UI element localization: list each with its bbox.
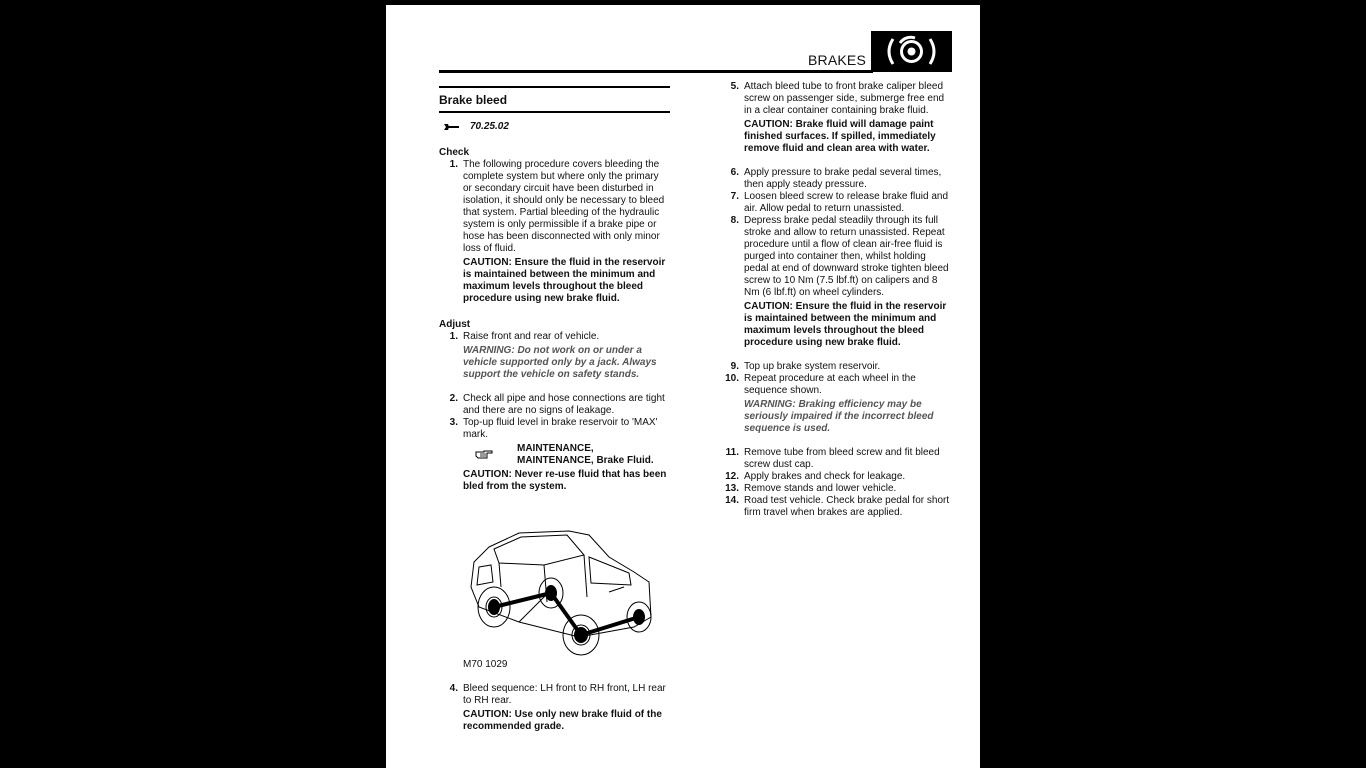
step-5 bbox=[720, 81, 952, 117]
manual-page bbox=[386, 5, 980, 768]
step-number: 9. bbox=[730, 361, 739, 372]
step-number: 10. bbox=[725, 373, 739, 384]
operation-code bbox=[444, 121, 670, 133]
step-number: 2. bbox=[449, 393, 458, 404]
check-step-1 bbox=[439, 159, 670, 255]
step-14 bbox=[720, 495, 952, 519]
step-9 bbox=[720, 361, 952, 373]
adjust-caution-3: CAUTION: Never re-use fluid that has been bled from the system. bbox=[463, 469, 667, 492]
step-number: 3. bbox=[449, 417, 458, 428]
step-text: Repeat procedure at each wheel in the sequence shown. bbox=[744, 373, 916, 396]
procedure-title: Brake bleed bbox=[439, 86, 670, 113]
caution-8: CAUTION: Ensure the fluid in the reservoir is maintained between the minimum and maximum levels throughout the bleed procedure using new brake fluid. bbox=[744, 301, 947, 348]
step-text: Road test vehicle. Check brake pedal for short firm travel when brakes are applied. bbox=[744, 495, 950, 518]
step-8 bbox=[720, 215, 952, 299]
adjust-step-4 bbox=[439, 683, 670, 707]
pointing-hand-icon bbox=[475, 450, 493, 460]
step-text: Depress brake pedal steadily through its full stroke and allow to return unassisted. Repeat procedure until a flow of clean air-free fluid is purged into container then, whilst holding pedal at end of downward stroke tighten bleed screw to 10 Nm (7.5 lbf.ft) on calipers and 8 Nm (6 lbf.ft) on wheel cylinders. bbox=[744, 215, 949, 298]
step-text: Apply pressure to brake pedal several times, then apply steady pressure. bbox=[744, 167, 942, 190]
step-7 bbox=[720, 191, 952, 215]
warning-10: WARNING: Braking efficiency may be seriously impaired if the incorrect bleed sequence is used. bbox=[744, 399, 934, 434]
left-column bbox=[439, 86, 670, 733]
adjust-step-3 bbox=[439, 417, 670, 441]
vehicle-illustration bbox=[459, 527, 659, 657]
step-10 bbox=[720, 373, 952, 397]
header-rule bbox=[439, 70, 873, 73]
step-number: 1. bbox=[449, 159, 458, 170]
caution-5: CAUTION: Brake fluid will damage paint finished surfaces. If spilled, immediately remove fluid and clean area with water. bbox=[744, 119, 936, 154]
step-number: 1. bbox=[449, 331, 458, 342]
step-text: Top up brake system reservoir. bbox=[744, 361, 881, 372]
step-number: 8. bbox=[730, 215, 739, 226]
step-text: Top-up fluid level in brake reservoir to 'MAX' mark. bbox=[463, 417, 658, 440]
adjust-warning: WARNING: Do not work on or under a vehicle supported only by a jack. Always support the vehicle on safety stands. bbox=[463, 345, 657, 380]
brake-disc-icon bbox=[871, 31, 952, 72]
step-text: The following procedure covers bleeding the complete system but where only the primary or secondary circuit have been disturbed in isolation, it should only be necessary to bleed that system. Partial bleeding of the hydraulic system is only permissible if a brake pipe or hose has been disconnected with only minor loss of fluid. bbox=[463, 159, 665, 254]
right-column bbox=[720, 81, 952, 519]
step-number: 12. bbox=[725, 471, 739, 482]
step-number: 4. bbox=[449, 683, 458, 694]
check-caution: CAUTION: Ensure the fluid in the reservoir is maintained between the minimum and maximum levels throughout the bleed procedure using new brake fluid. bbox=[463, 257, 666, 304]
step-text: Check all pipe and hose connections are tight and there are no signs of leakage. bbox=[463, 393, 665, 416]
step-number: 11. bbox=[725, 447, 739, 458]
adjust-step-2 bbox=[439, 393, 670, 417]
adjust-caution-4: CAUTION: Use only new brake fluid of the recommended grade. bbox=[463, 709, 662, 732]
step-number: 7. bbox=[730, 191, 739, 202]
section-title: BRAKES bbox=[808, 52, 866, 68]
step-text: Loosen bleed screw to release brake fluid and air. Allow pedal to return unassisted. bbox=[744, 191, 949, 214]
step-text: Attach bleed tube to front brake caliper bleed screw on passenger side, submerge free end in a clear container containing brake fluid. bbox=[744, 81, 945, 116]
step-number: 6. bbox=[730, 167, 739, 178]
step-12 bbox=[720, 471, 952, 483]
step-text: Remove stands and lower vehicle. bbox=[744, 483, 897, 494]
step-text: Apply brakes and check for leakage. bbox=[744, 471, 906, 482]
cross-reference-text: MAINTENANCE, MAINTENANCE, Brake Fluid. bbox=[517, 443, 654, 466]
step-number: 5. bbox=[730, 81, 739, 92]
figure-caption: M70 1029 bbox=[463, 659, 508, 670]
step-number: 14. bbox=[725, 495, 739, 506]
step-text: Bleed sequence: LH front to RH front, LH rear to RH rear. bbox=[463, 683, 666, 706]
step-11 bbox=[720, 447, 952, 471]
step-text: Remove tube from bleed screw and fit bleed screw dust cap. bbox=[744, 447, 940, 470]
step-text: Raise front and rear of vehicle. bbox=[463, 331, 600, 342]
wrench-icon bbox=[444, 123, 460, 131]
operation-code-value: 70.25.02 bbox=[470, 121, 509, 132]
step-13 bbox=[720, 483, 952, 495]
step-6 bbox=[720, 167, 952, 191]
cross-reference[interactable] bbox=[463, 443, 670, 467]
step-number: 13. bbox=[725, 483, 739, 494]
adjust-step-1 bbox=[439, 331, 670, 343]
check-heading: Check bbox=[439, 147, 470, 158]
adjust-heading: Adjust bbox=[439, 319, 471, 330]
